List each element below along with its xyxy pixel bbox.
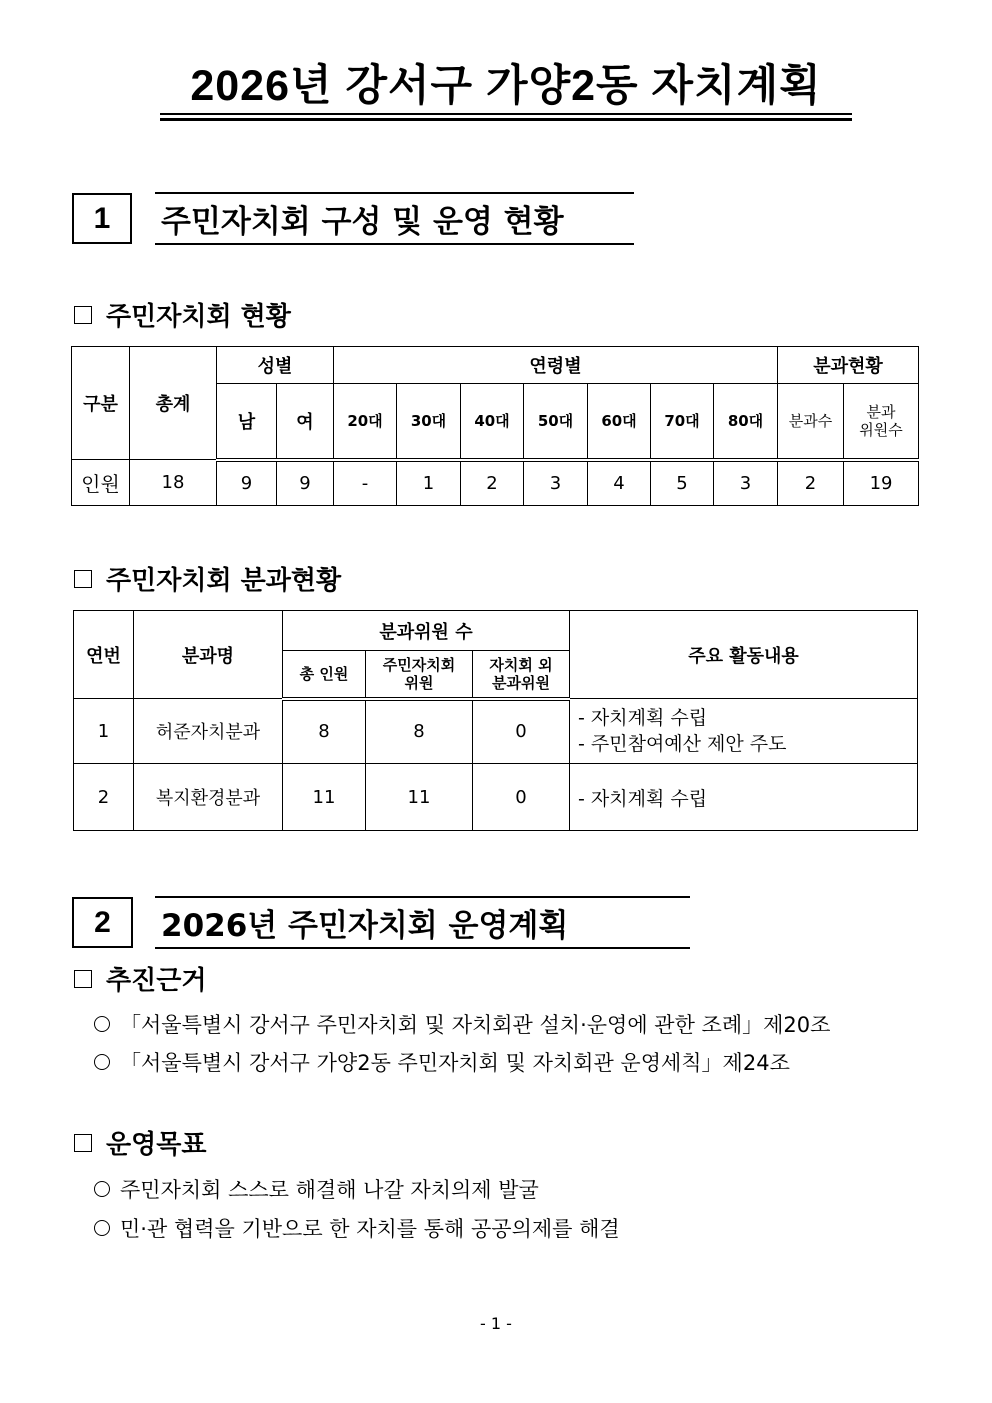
cell-age-60s: 4	[588, 460, 651, 506]
section-number-2: 2	[72, 897, 133, 948]
square-bullet-icon	[74, 1134, 92, 1152]
header-resident-line1: 주민자치회	[382, 655, 456, 674]
subheading-subcommittee-status	[74, 560, 341, 597]
cell-total: 11	[283, 764, 366, 831]
cell-age-30s: 1	[397, 460, 461, 506]
section-title-1: 주민자치회 구성 및 운영 현황	[155, 192, 634, 245]
section-number-1: 1	[72, 193, 132, 244]
subcommittee-table	[73, 610, 918, 831]
subheading-text: 추진근거	[106, 966, 207, 996]
goal-item-text: 주민자치회 스스로 해결해 나갈 자치의제 발굴	[120, 1178, 539, 1202]
activity-item: - 주민참여예산 제안 주도	[578, 733, 787, 755]
cell-female: 9	[277, 460, 334, 506]
header-no: 연번	[74, 611, 134, 699]
cell-sub-members: 19	[844, 460, 919, 506]
cell-name: 허준자치분과	[134, 699, 283, 764]
table-row	[74, 699, 918, 764]
header-sub-members-line2: 위원수	[859, 420, 903, 439]
page-number: - 1 -	[480, 1314, 512, 1333]
cell-outside: 0	[473, 699, 570, 764]
basis-item-text: 「서울특별시 강서구 주민자치회 및 자치회관 설치·운영에 관한 조례」제20조	[120, 1013, 831, 1037]
header-sub-members	[844, 384, 919, 460]
cell-outside: 0	[473, 764, 570, 831]
header-female: 여	[277, 384, 334, 460]
table-row	[72, 460, 919, 506]
cell-name: 복지환경분과	[134, 764, 283, 831]
header-age: 연령별	[334, 347, 778, 384]
circle-bullet-icon	[94, 1016, 110, 1032]
header-resident-line2: 위원	[404, 673, 434, 692]
activity-item: - 자치계획 수립	[578, 787, 708, 810]
header-outside-line1: 자치회 외	[489, 655, 553, 674]
header-sub-members-line1: 분과	[866, 402, 896, 421]
cell-age-70s: 5	[651, 460, 714, 506]
goal-item-text: 민·관 협력을 기반으로 한 자치를 통해 공공의제를 해결	[120, 1217, 620, 1241]
activity-item: - 자치계획 수립	[578, 707, 708, 729]
basis-item-text: 「서울특별시 강서구 가양2동 주민자치회 및 자치회관 운영세칙」제24조	[120, 1051, 790, 1075]
cell-resident: 8	[366, 699, 473, 764]
header-age-40s: 40대	[461, 384, 524, 460]
subheading-goals	[74, 1124, 206, 1161]
cell-age-50s: 3	[524, 460, 588, 506]
cell-resident: 11	[366, 764, 473, 831]
cell-total: 8	[283, 699, 366, 764]
header-total-members: 총 인원	[283, 651, 366, 699]
cell-activities	[570, 764, 918, 831]
cell-total: 18	[130, 460, 217, 506]
subheading-text: 주민자치회 현황	[106, 302, 291, 332]
header-activities: 주요 활동내용	[570, 611, 918, 699]
subheading-council-status	[74, 296, 291, 333]
header-resident-members	[366, 651, 473, 699]
cell-no: 1	[74, 699, 134, 764]
goal-item	[94, 1213, 620, 1243]
cell-age-40s: 2	[461, 460, 524, 506]
header-sub-count: 분과수	[778, 384, 844, 460]
header-age-60s: 60대	[588, 384, 651, 460]
council-status-table	[71, 346, 919, 506]
title-underline-thick	[160, 118, 852, 121]
square-bullet-icon	[74, 570, 92, 588]
header-age-30s: 30대	[397, 384, 461, 460]
basis-item	[94, 1047, 790, 1077]
square-bullet-icon	[74, 970, 92, 988]
header-age-70s: 70대	[651, 384, 714, 460]
header-male: 남	[217, 384, 277, 460]
subheading-text: 주민자치회 분과현황	[106, 566, 342, 596]
subheading-text: 운영목표	[106, 1130, 207, 1160]
basis-item	[94, 1009, 830, 1039]
section-title-2: 2026년 주민자치회 운영계획	[155, 896, 690, 949]
goal-item	[94, 1174, 539, 1204]
cell-sub-count: 2	[778, 460, 844, 506]
header-category: 구분	[72, 347, 130, 460]
subheading-basis	[74, 960, 206, 997]
header-age-50s: 50대	[524, 384, 588, 460]
header-outside-line2: 분과위원	[492, 673, 550, 692]
cell-activities	[570, 699, 918, 764]
square-bullet-icon	[74, 306, 92, 324]
cell-age-80s: 3	[714, 460, 778, 506]
circle-bullet-icon	[94, 1181, 110, 1197]
circle-bullet-icon	[94, 1054, 110, 1070]
header-subcommittee: 분과현황	[778, 347, 919, 384]
header-age-80s: 80대	[714, 384, 778, 460]
header-outside-members	[473, 651, 570, 699]
header-gender: 성별	[217, 347, 334, 384]
header-name: 분과명	[134, 611, 283, 699]
cell-age-20s: -	[334, 460, 397, 506]
cell-male: 9	[217, 460, 277, 506]
cell-label: 인원	[72, 460, 130, 506]
circle-bullet-icon	[94, 1220, 110, 1236]
header-total: 총계	[130, 347, 217, 460]
table-row	[74, 764, 918, 831]
cell-no: 2	[74, 764, 134, 831]
header-members: 분과위원 수	[283, 611, 570, 651]
document-title: 2026년 강서구 가양2동 자치계획	[190, 62, 822, 110]
title-underline	[160, 113, 852, 115]
header-age-20s: 20대	[334, 384, 397, 460]
